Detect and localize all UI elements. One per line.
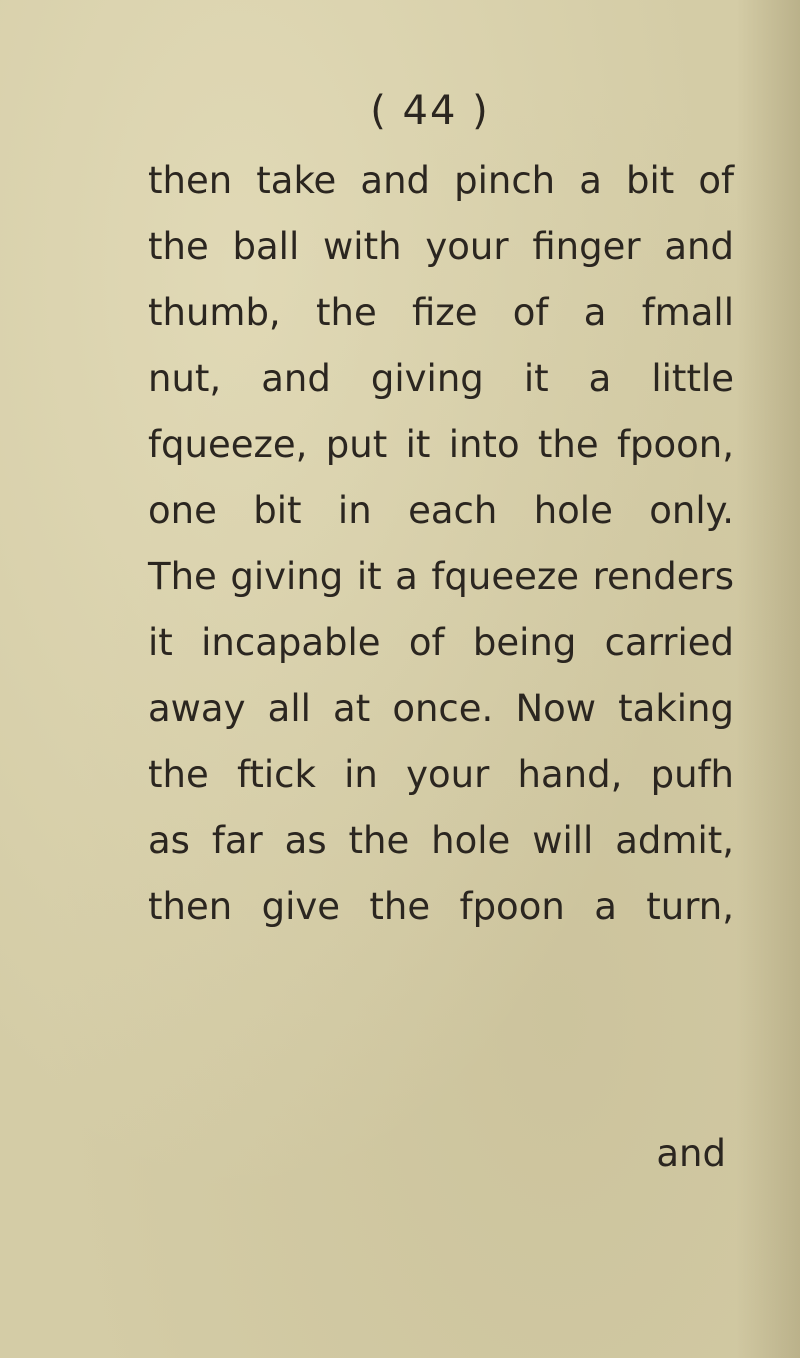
text-line: as far as the hole will admit, — [148, 819, 734, 862]
text-line: one bit in each hole only. — [148, 489, 734, 532]
text-line: thumb, the fize of a fmall — [148, 291, 734, 334]
text-line: fqueeze, put it into the fpoon, — [148, 423, 734, 466]
text-line: it incapable of being carried — [148, 621, 734, 664]
text-line: the ftick in your hand, pufh — [148, 753, 734, 796]
page-number: ( 44 ) — [370, 88, 490, 134]
text-line: then give the fpoon a turn, — [148, 885, 734, 928]
text-line: then take and pinch a bit of — [148, 159, 734, 202]
text-line: the ball with your finger and — [148, 225, 734, 268]
catchword: and — [656, 1132, 726, 1175]
body-text — [148, 148, 734, 940]
text-line: away all at once. Now taking — [148, 687, 734, 730]
text-line: nut, and giving it a little — [148, 357, 734, 400]
text-line: The giving it a fqueeze renders — [148, 555, 734, 598]
